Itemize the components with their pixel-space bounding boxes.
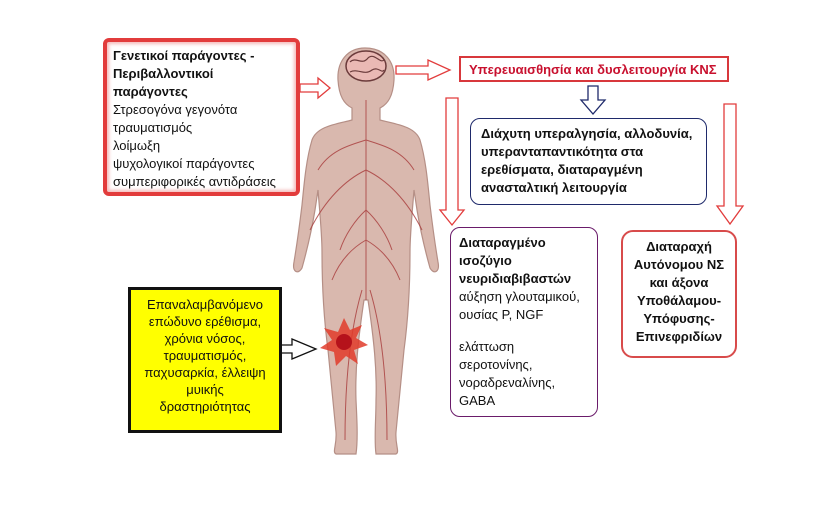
neuro-box-title-line: ισοζύγιο — [459, 253, 512, 268]
autonomic-box-line: Υπόφυσης- — [643, 311, 715, 326]
genetic-box-title-line: Γενετικοί παράγοντες - — [113, 48, 255, 63]
genetic-box-item: τραυματισμός — [113, 120, 193, 135]
yellow-box-line: δραστηριότητας — [159, 399, 251, 414]
diffuse-box-line: υπερανταπαντικότητα στα — [481, 144, 644, 159]
neuro-box-decrease-line: ελάττωση — [459, 339, 515, 354]
genetic-box-item: λοίμωξη — [113, 138, 161, 153]
cns-hypersensitivity-box — [459, 56, 729, 82]
genetic-box-title-line: παράγοντες — [113, 84, 188, 99]
human-body-figure — [294, 48, 439, 454]
genetic-environmental-factors-box — [103, 38, 300, 196]
yellow-box-line: μυικής — [186, 382, 224, 397]
genetic-box-title-line: Περιβαλλοντικοί — [113, 66, 214, 81]
arrow-down-icon — [717, 104, 743, 224]
diffuse-box-line: ανασταλτική λειτουργία — [481, 180, 627, 195]
neuro-box-decrease-line: GABA — [459, 393, 496, 408]
genetic-box-item: συμπεριφορικές αντιδράσεις — [113, 174, 276, 189]
yellow-box-line: παχυσαρκία, έλλειψη — [144, 365, 266, 380]
diffuse-box-line: ερεθίσματα, διαταραγμένη — [481, 162, 643, 177]
autonomic-hpa-axis-box — [621, 230, 737, 358]
autonomic-box-line: Αυτόνομου ΝΣ — [633, 257, 725, 272]
autonomic-box-line: Διαταραχή — [646, 239, 712, 254]
neuro-box-increase-line: ουσίας Ρ, NGF — [459, 307, 544, 322]
arrow-right-icon — [396, 60, 450, 80]
neurotransmitter-balance-box — [450, 227, 598, 417]
neuro-box-title-line: νευριδιαβιβαστών — [459, 271, 572, 286]
neuro-box-title-line: Διαταραγμένο — [459, 235, 546, 250]
yellow-box-line: χρόνια νόσος, — [164, 331, 246, 346]
cns-box-text: Υπερευαισθησία και δυσλειτουργία ΚΝΣ — [469, 62, 717, 77]
diffuse-box-line: Διάχυτη υπεραλγησία, αλλοδυνία, — [481, 126, 693, 141]
neuro-box-decrease-line: σεροτονίνης, — [459, 357, 533, 372]
neuro-box-decrease-line: νοραδρεναλίνης, — [459, 375, 556, 390]
autonomic-box-line: Επινεφριδίων — [635, 329, 723, 344]
yellow-box-line: Επαναλαμβανόμενο — [146, 297, 264, 312]
genetic-box-item: Στρεσογόνα γεγονότα — [113, 102, 238, 117]
diffuse-hyperalgesia-box — [470, 118, 707, 205]
autonomic-box-line: και άξονα — [649, 275, 709, 290]
yellow-box-line: επώδυνο ερέθισμα, — [148, 314, 262, 329]
arrow-down-icon — [440, 98, 464, 225]
peripheral-stimulus-box — [128, 287, 282, 433]
arrow-right-icon — [300, 78, 330, 98]
brain-icon — [346, 51, 386, 81]
neuro-box-spacer — [459, 324, 589, 338]
genetic-box-item: ψυχολογικοί παράγοντες — [113, 156, 255, 171]
neuro-box-increase-line: αύξηση γλουταμικού, — [459, 289, 580, 304]
yellow-box-line: τραυματισμός, — [163, 348, 247, 363]
autonomic-box-line: Υποθάλαμου- — [636, 293, 722, 308]
arrow-down-icon — [581, 86, 605, 114]
